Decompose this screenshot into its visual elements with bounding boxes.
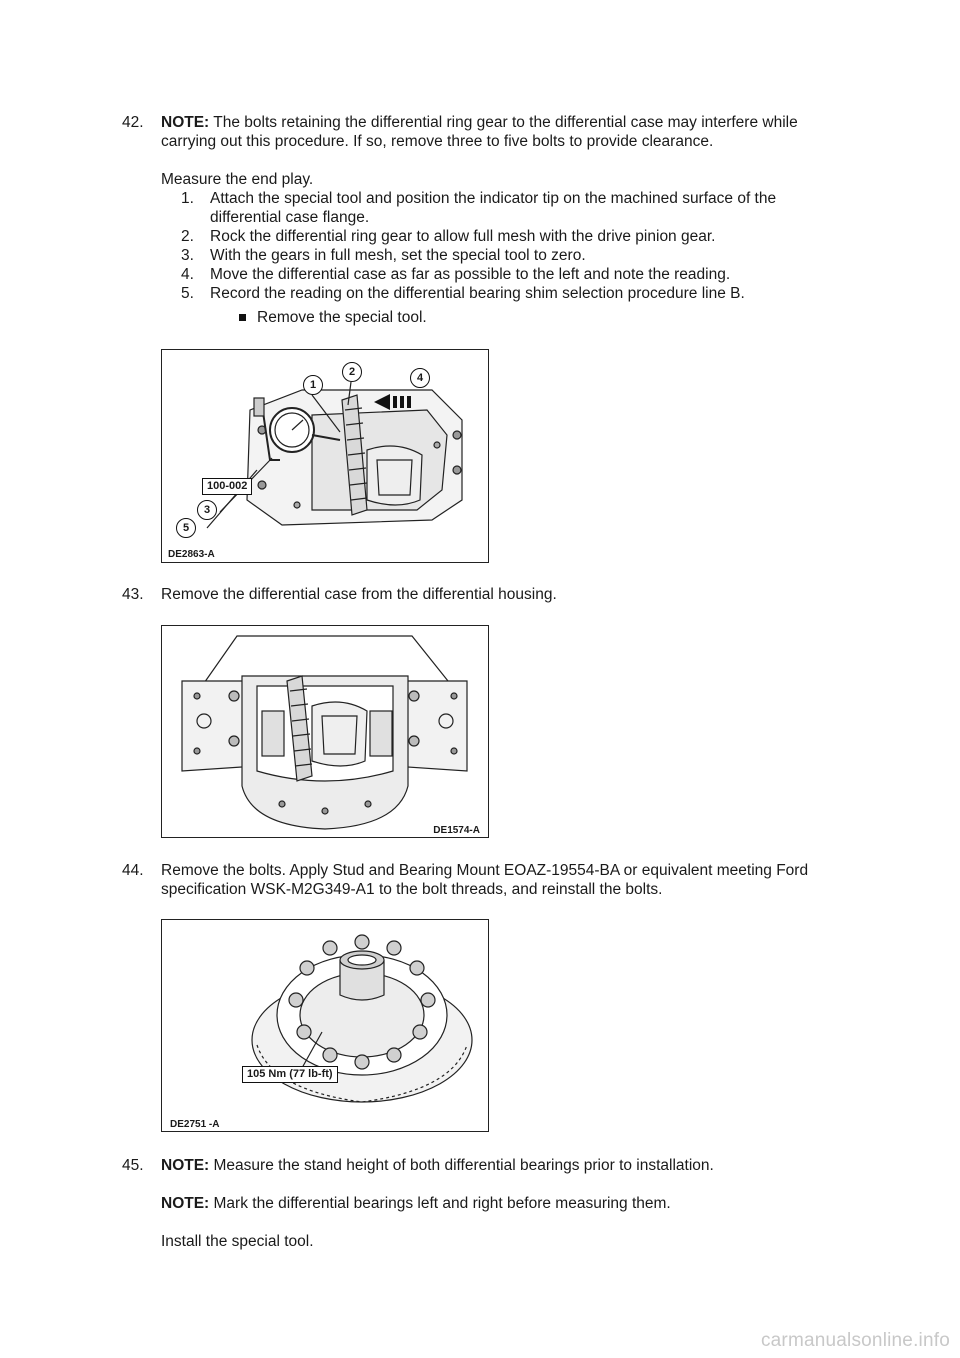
callout-2: 2 [342, 362, 362, 382]
step-45 [122, 1156, 842, 1251]
figure-ring-gear-bolts [161, 919, 489, 1132]
figure-id: DE2863-A [168, 549, 215, 560]
substep-item: 3. With the gears in full mesh, set the special tool to zero. [181, 247, 586, 264]
step-43 [122, 585, 842, 604]
torque-label: 105 Nm (77 lb-ft) [242, 1066, 338, 1083]
step-note [161, 1156, 842, 1175]
substep-item: 4. Move the differential case as far as possible to the left and note the reading. [181, 266, 731, 283]
step-42 [122, 113, 842, 327]
callout-3: 3 [197, 500, 217, 520]
step-note [161, 113, 842, 151]
bullet-item: Remove the special tool. [239, 308, 842, 327]
step-number: 44. [122, 862, 144, 879]
note-label: NOTE: [161, 1157, 210, 1174]
callout-4: 4 [410, 368, 430, 388]
step-number: 43. [122, 586, 144, 603]
step-intro: Measure the end play. [161, 171, 314, 188]
step-text: Remove the differential case from the differential housing. [161, 586, 557, 603]
figure-illustration [162, 350, 488, 562]
bullet-square-icon [239, 314, 246, 321]
step-text: Remove the bolts. Apply Stud and Bearing Mount EOAZ-19554-BA or equivalent meeting Ford specification WSK-M2G349-A1 to the bolt threads, and reinstall the bolts. [161, 862, 809, 898]
figure-id: DE1574-A [433, 825, 480, 836]
callout-1: 1 [303, 375, 323, 395]
step-text: Install the special tool. [161, 1233, 314, 1250]
step-number: 42. [122, 114, 144, 131]
figure-dial-indicator [161, 349, 489, 563]
figure-illustration [162, 626, 488, 837]
step-number: 45. [122, 1157, 144, 1174]
note-label: NOTE: [161, 114, 210, 131]
note-text: The bolts retaining the differential ring gear to the differential case may interfere while carrying out this procedure. If so, remove three to five bolts to provide clearance. [161, 114, 798, 150]
substep-item: 2. Rock the differential ring gear to allow full mesh with the drive pinion gear. [181, 228, 716, 245]
substep-list [161, 189, 842, 303]
callout-5: 5 [176, 518, 196, 538]
figure-illustration [162, 920, 488, 1131]
note-text: Measure the stand height of both differential bearings prior to installation. [209, 1157, 714, 1174]
substep-item: 1. Attach the special tool and position the indicator tip on the machined surface of the differential case flange. [181, 190, 777, 226]
note-label: NOTE: [161, 1195, 210, 1212]
tool-number-label: 100-002 [202, 478, 252, 495]
figure-id: DE2751 -A [170, 1119, 220, 1130]
step-44 [122, 861, 842, 899]
step-note [161, 1194, 842, 1213]
figure-differential-housing [161, 625, 489, 838]
watermark: carmanualsonline.info [760, 1330, 950, 1351]
note-text: Mark the differential bearings left and right before measuring them. [209, 1195, 671, 1212]
substep-item: 5. Record the reading on the differential bearing shim selection procedure line B. [181, 285, 745, 302]
